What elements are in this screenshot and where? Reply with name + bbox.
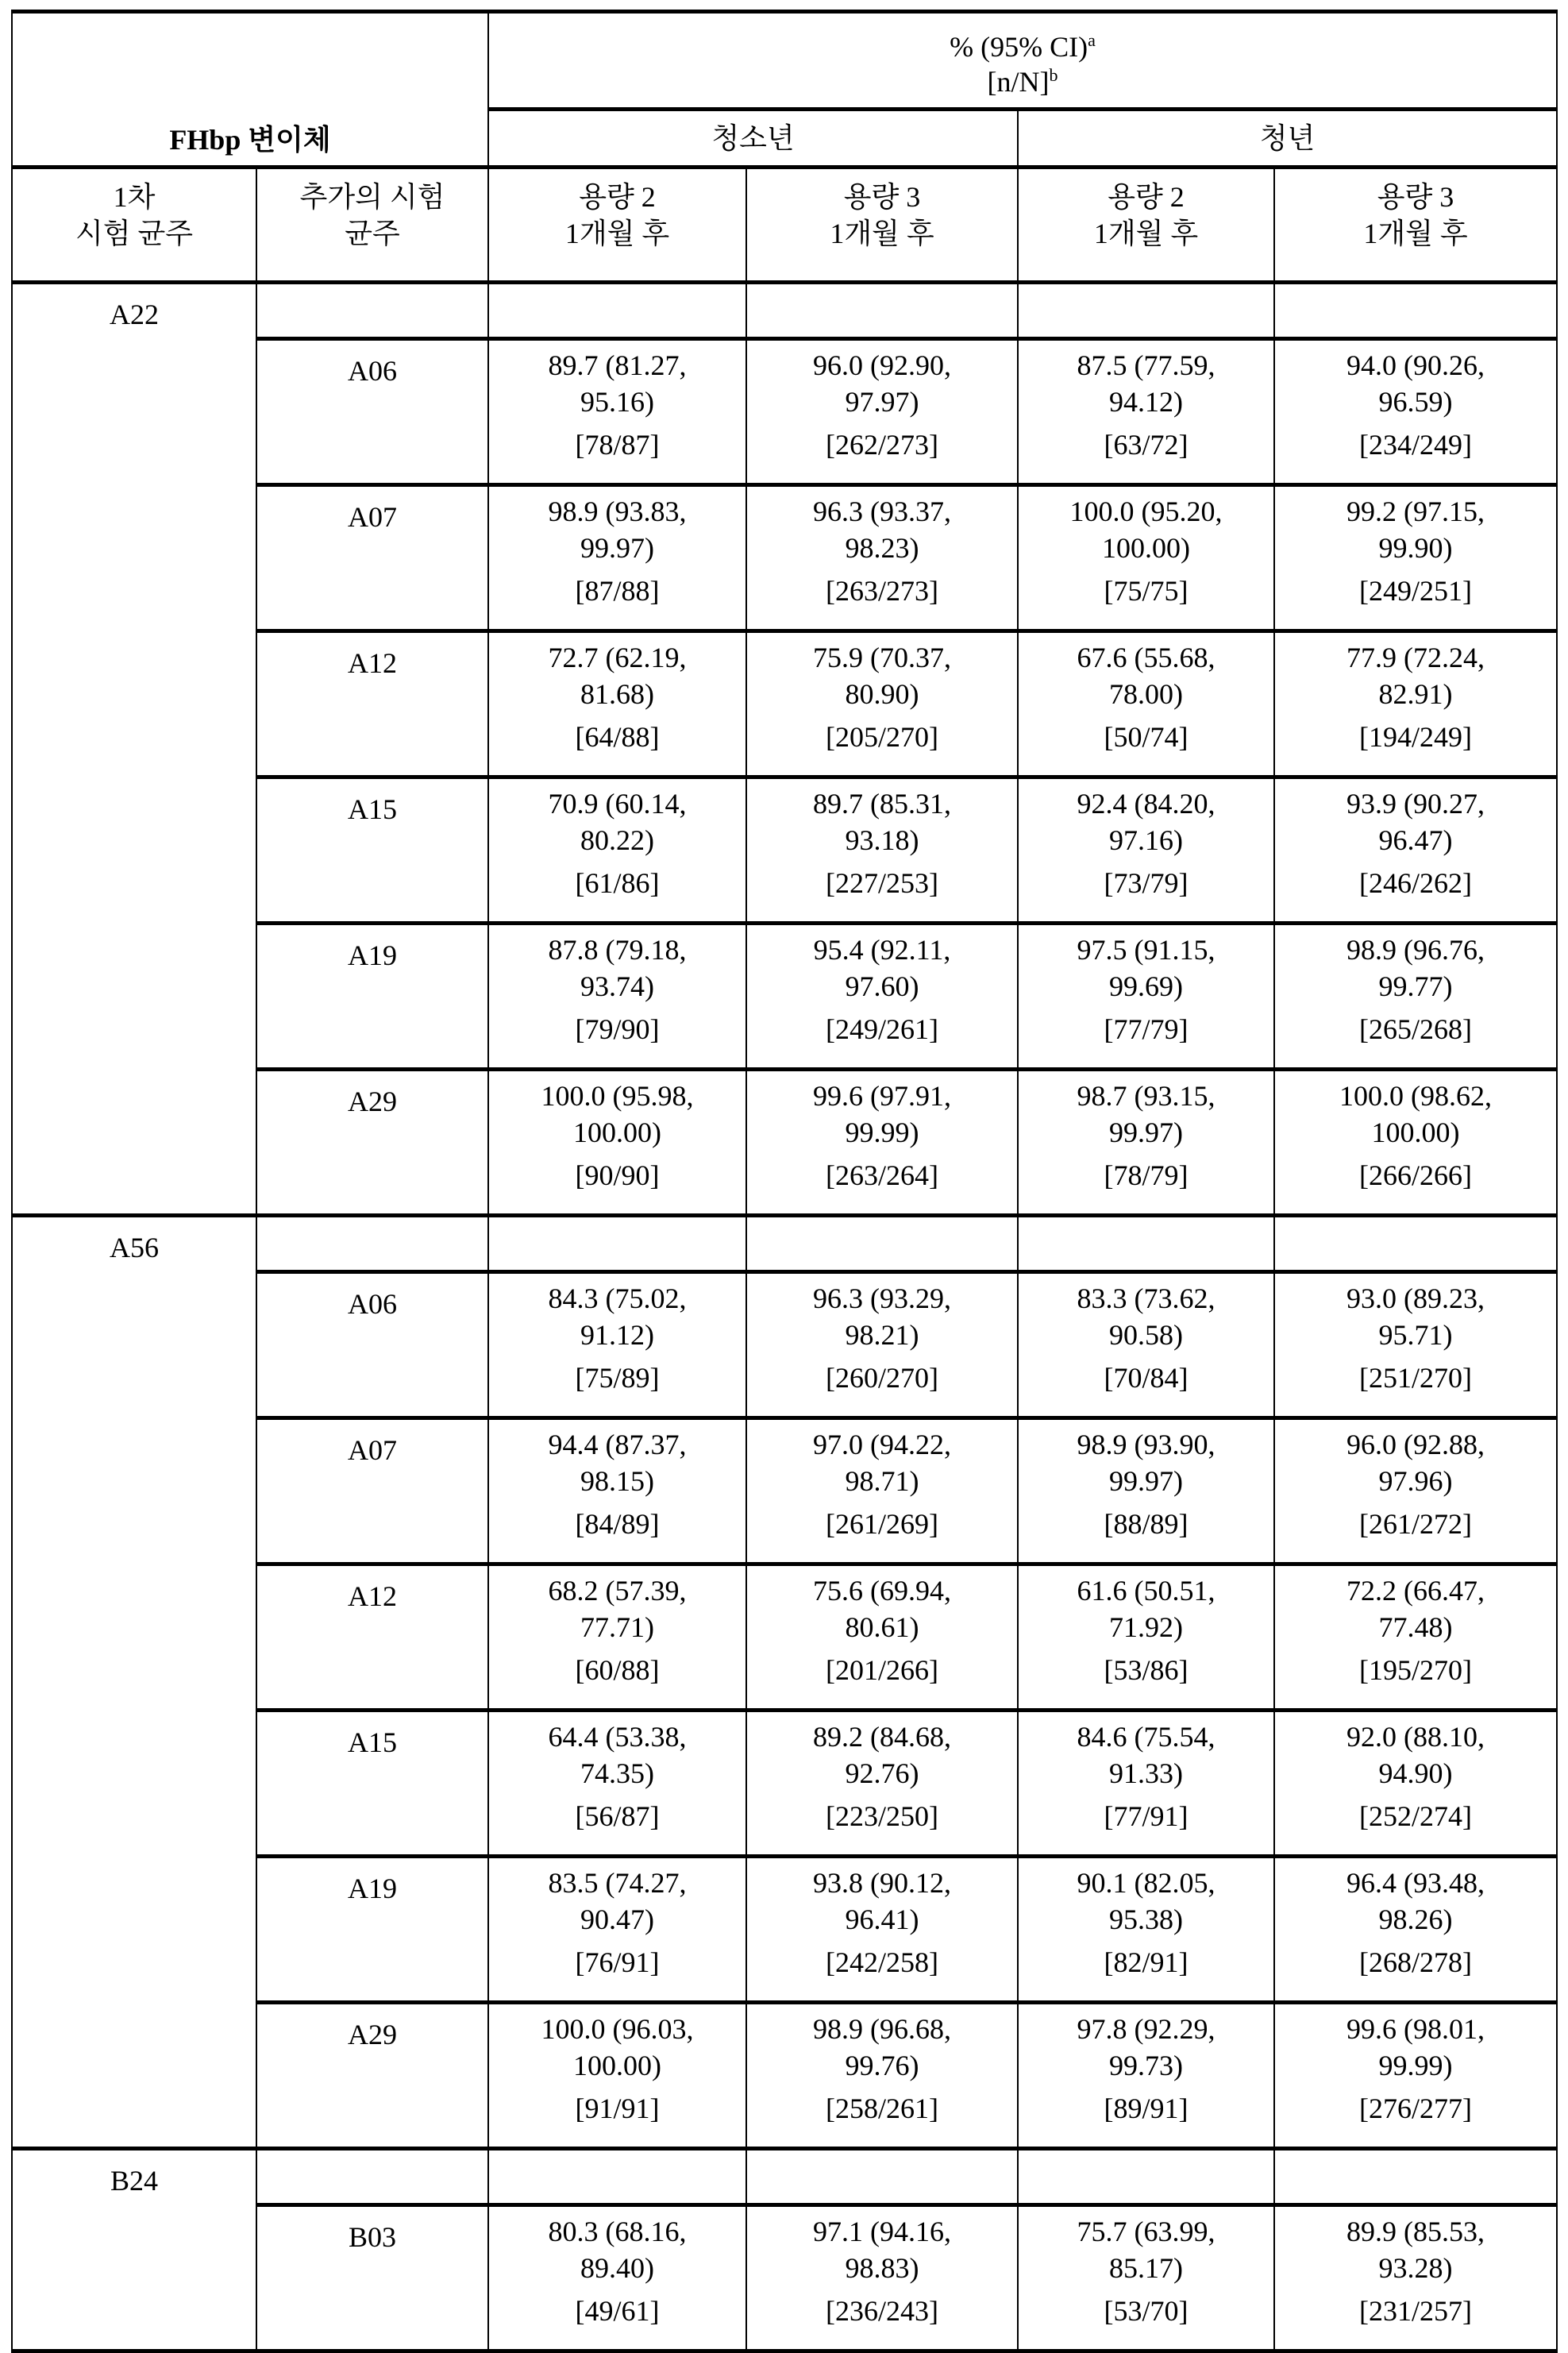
- group-row: [12, 2149, 1557, 2205]
- percent-ci-line1: 99.6 (98.01,: [1346, 2013, 1485, 2045]
- percent-ci-line1: 96.0 (92.88,: [1346, 1429, 1485, 1460]
- percent-ci-line2: 77.71): [580, 1611, 654, 1643]
- primary-strain-label: B24: [110, 2165, 158, 2197]
- value-cell: [1018, 777, 1274, 924]
- n-over-n: [258/261]: [826, 2093, 938, 2124]
- value-cell: [488, 1272, 746, 1418]
- value-cell: [746, 631, 1018, 777]
- percent-ci-line2: 99.90): [1378, 532, 1453, 564]
- value-cell: [1274, 339, 1557, 485]
- percent-ci-line2: 98.71): [845, 1465, 919, 1497]
- n-over-n: [91/91]: [575, 2093, 660, 2124]
- group-header-adolescents: [488, 110, 1018, 168]
- value-cell: [1274, 1857, 1557, 2003]
- empty-cell: [256, 1216, 488, 1272]
- n-over-n: [251/270]: [1359, 1362, 1472, 1394]
- primary-strain-cell: [12, 283, 256, 1216]
- percent-ci-line1: 96.4 (93.48,: [1346, 1867, 1485, 1899]
- empty-cell: [256, 2149, 488, 2205]
- empty-cell: [746, 2149, 1018, 2205]
- percent-ci-line2: 94.90): [1378, 1757, 1453, 1789]
- additional-strain-label: A15: [348, 793, 397, 825]
- percent-ci-line2: 78.00): [1109, 678, 1183, 710]
- additional-strain-label: A12: [348, 1580, 397, 1612]
- additional-strain-cell: [256, 1272, 488, 1418]
- percent-ci-line1: 100.0 (95.98,: [541, 1080, 694, 1112]
- value-cell: [488, 631, 746, 777]
- n-over-n: [194/249]: [1359, 721, 1472, 753]
- additional-strain-cell: [256, 1418, 488, 1564]
- empty-cell: [488, 283, 746, 339]
- percent-ci-line1: 100.0 (95.20,: [1069, 496, 1223, 527]
- percent-ci-line2: 93.74): [580, 970, 654, 1002]
- percent-ci-line2: 96.59): [1378, 386, 1453, 418]
- measure-header-cell: [488, 12, 1557, 110]
- percent-ci-line2: 90.58): [1109, 1319, 1183, 1351]
- dose-header-0: [488, 168, 746, 283]
- percent-ci-line2: 89.40): [580, 2252, 654, 2284]
- value-cell: [488, 1070, 746, 1216]
- percent-ci-line1: 89.7 (81.27,: [548, 349, 687, 381]
- percent-ci-line1: 72.2 (66.47,: [1346, 1575, 1485, 1607]
- n-over-n: [231/257]: [1359, 2295, 1472, 2327]
- header-line: 1차: [113, 181, 156, 213]
- n-over-n: [73/79]: [1104, 867, 1189, 899]
- value-cell: [1018, 1070, 1274, 1216]
- percent-ci-line2: 91.12): [580, 1319, 654, 1351]
- group-row: [12, 1216, 1557, 1272]
- percent-ci-line2: 99.97): [1109, 1117, 1183, 1148]
- n-over-n: [249/251]: [1359, 575, 1472, 607]
- percent-ci-line1: 96.0 (92.90,: [813, 349, 951, 381]
- additional-strain-label: A06: [348, 1288, 397, 1320]
- percent-ci-line2: 97.16): [1109, 824, 1183, 856]
- percent-ci-line1: 87.5 (77.59,: [1077, 349, 1215, 381]
- value-cell: [1018, 924, 1274, 1070]
- value-cell: [746, 485, 1018, 631]
- n-over-n: [227/253]: [826, 867, 938, 899]
- percent-ci-line2: 93.28): [1378, 2252, 1453, 2284]
- percent-ci-line2: 91.33): [1109, 1757, 1183, 1789]
- primary-strain-label: A22: [110, 299, 159, 330]
- percent-ci-line2: 71.92): [1109, 1611, 1183, 1643]
- value-cell: [1018, 1272, 1274, 1418]
- n-over-n: [252/274]: [1359, 1800, 1472, 1832]
- percent-ci-line2: 98.15): [580, 1465, 654, 1497]
- percent-ci-line1: 67.6 (55.68,: [1077, 642, 1215, 673]
- dose-header-3: [1274, 168, 1557, 283]
- percent-ci-line1: 99.6 (97.91,: [813, 1080, 951, 1112]
- percent-ci-line2: 96.41): [845, 1904, 919, 1935]
- percent-ci-line1: 93.9 (90.27,: [1346, 788, 1485, 820]
- percent-ci-line2: 99.77): [1378, 970, 1453, 1002]
- percent-ci-line2: 99.97): [1109, 1465, 1183, 1497]
- n-over-n: [53/70]: [1104, 2295, 1189, 2327]
- additional-strain-label: A19: [348, 1873, 397, 1904]
- value-cell: [1274, 1272, 1557, 1418]
- measure-footnote-marker: a: [1088, 30, 1096, 50]
- n-over-n: [78/87]: [575, 429, 660, 461]
- primary-strain-cell: [12, 2149, 256, 2351]
- percent-ci-line1: 100.0 (98.62,: [1339, 1080, 1493, 1112]
- percent-ci-line1: 72.7 (62.19,: [548, 642, 687, 673]
- percent-ci-line1: 83.3 (73.62,: [1077, 1283, 1215, 1314]
- n-over-n: [79/90]: [575, 1013, 660, 1045]
- empty-cell: [1018, 2149, 1274, 2205]
- additional-strain-cell: [256, 1564, 488, 1711]
- percent-ci-line1: 84.6 (75.54,: [1077, 1721, 1215, 1753]
- n-over-n: [61/86]: [575, 867, 660, 899]
- value-cell: [746, 1272, 1018, 1418]
- percent-ci-line2: 99.73): [1109, 2050, 1183, 2081]
- additional-strain-cell: [256, 339, 488, 485]
- value-cell: [746, 777, 1018, 924]
- percent-ci-line1: 61.6 (50.51,: [1077, 1575, 1215, 1607]
- value-cell: [1274, 631, 1557, 777]
- n-over-n: [234/249]: [1359, 429, 1472, 461]
- percent-ci-line2: 97.97): [845, 386, 919, 418]
- percent-ci-line1: 83.5 (74.27,: [548, 1867, 687, 1899]
- empty-cell: [1018, 1216, 1274, 1272]
- value-cell: [1274, 1564, 1557, 1711]
- primary-strain-label: A56: [110, 1232, 159, 1263]
- value-cell: [1018, 1711, 1274, 1857]
- percent-ci-line1: 98.9 (93.83,: [548, 496, 687, 527]
- percent-ci-line1: 89.2 (84.68,: [813, 1721, 951, 1753]
- n-over-n: [266/266]: [1359, 1159, 1472, 1191]
- value-cell: [488, 2205, 746, 2351]
- percent-ci-line2: 80.90): [845, 678, 919, 710]
- n-over-n: [50/74]: [1104, 721, 1189, 753]
- header-line: 1개월 후: [564, 218, 670, 249]
- percent-ci-line2: 98.83): [845, 2252, 919, 2284]
- value-cell: [488, 485, 746, 631]
- additional-strain-label: A15: [348, 1726, 397, 1758]
- header-line: 용량 3: [843, 181, 921, 213]
- header-line: 1개월 후: [1093, 218, 1199, 249]
- additional-strain-cell: [256, 485, 488, 631]
- percent-ci-line1: 98.9 (96.76,: [1346, 934, 1485, 966]
- value-cell: [746, 1564, 1018, 1711]
- value-cell: [1018, 485, 1274, 631]
- additional-strain-cell: [256, 2205, 488, 2351]
- empty-cell: [1018, 283, 1274, 339]
- percent-ci-line1: 97.5 (91.15,: [1077, 934, 1215, 966]
- value-cell: [1274, 2205, 1557, 2351]
- percent-ci-line2: 95.71): [1378, 1319, 1453, 1351]
- value-cell: [488, 924, 746, 1070]
- group-row: [12, 283, 1557, 339]
- value-cell: [746, 2003, 1018, 2149]
- percent-ci-line2: 99.99): [845, 1117, 919, 1148]
- n-over-n: [249/261]: [826, 1013, 938, 1045]
- n-over-n: [201/266]: [826, 1654, 938, 1686]
- value-cell: [1018, 2003, 1274, 2149]
- n-over-n: [75/75]: [1104, 575, 1189, 607]
- additional-strain-cell: [256, 1070, 488, 1216]
- n-over-n: [76/91]: [575, 1946, 660, 1978]
- additional-strain-header: [256, 168, 488, 283]
- value-cell: [1018, 631, 1274, 777]
- value-cell: [1274, 777, 1557, 924]
- n-over-n: [262/273]: [826, 429, 938, 461]
- value-cell: [1274, 2003, 1557, 2149]
- value-cell: [488, 2003, 746, 2149]
- percent-ci-line1: 96.3 (93.29,: [813, 1283, 951, 1314]
- percent-ci-line2: 90.47): [580, 1904, 654, 1935]
- fhbp-variant-response-table: [11, 10, 1558, 2353]
- n-over-n: [60/88]: [575, 1654, 660, 1686]
- value-cell: [1274, 1070, 1557, 1216]
- percent-ci-line1: 84.3 (75.02,: [548, 1283, 687, 1314]
- n-over-n: [87/88]: [575, 575, 660, 607]
- n-over-n: [63/72]: [1104, 429, 1189, 461]
- n-over-n: [265/268]: [1359, 1013, 1472, 1045]
- n-over-n: [236/243]: [826, 2295, 938, 2327]
- additional-strain-label: B03: [348, 2221, 396, 2253]
- percent-ci-line1: 68.2 (57.39,: [548, 1575, 687, 1607]
- percent-ci-line2: 98.26): [1378, 1904, 1453, 1935]
- additional-strain-label: A07: [348, 1434, 397, 1466]
- header-line: 추가의 시험: [299, 181, 445, 213]
- count-label: [n/N]: [987, 66, 1050, 98]
- header-line: 용량 2: [579, 181, 656, 213]
- n-over-n: [263/273]: [826, 575, 938, 607]
- additional-strain-cell: [256, 924, 488, 1070]
- n-over-n: [242/258]: [826, 1946, 938, 1978]
- empty-cell: [256, 283, 488, 339]
- group-label: 청소년: [711, 122, 795, 154]
- variant-header-label: FHbp 변이체: [169, 124, 331, 156]
- value-cell: [746, 1711, 1018, 1857]
- n-over-n: [49/61]: [575, 2295, 660, 2327]
- value-cell: [1018, 1564, 1274, 1711]
- additional-strain-label: A06: [348, 355, 397, 387]
- n-over-n: [268/278]: [1359, 1946, 1472, 1978]
- percent-ci-line2: 97.60): [845, 970, 919, 1002]
- percent-ci-line2: 95.38): [1109, 1904, 1183, 1935]
- n-over-n: [260/270]: [826, 1362, 938, 1394]
- percent-ci-line1: 90.1 (82.05,: [1077, 1867, 1215, 1899]
- value-cell: [488, 1564, 746, 1711]
- value-cell: [746, 1857, 1018, 2003]
- n-over-n: [89/91]: [1104, 2093, 1189, 2124]
- percent-ci-line1: 97.1 (94.16,: [813, 2216, 951, 2247]
- percent-ci-line1: 77.9 (72.24,: [1346, 642, 1485, 673]
- percent-ci-line2: 80.22): [580, 824, 654, 856]
- empty-cell: [746, 1216, 1018, 1272]
- n-over-n: [77/79]: [1104, 1013, 1189, 1045]
- percent-ci-line1: 98.7 (93.15,: [1077, 1080, 1215, 1112]
- header-line: 1개월 후: [830, 218, 934, 249]
- percent-ci-line1: 100.0 (96.03,: [541, 2013, 694, 2045]
- value-cell: [1274, 485, 1557, 631]
- percent-ci-line2: 99.76): [845, 2050, 919, 2081]
- percent-ci-line2: 98.21): [845, 1319, 919, 1351]
- percent-ci-line1: 99.2 (97.15,: [1346, 496, 1485, 527]
- n-over-n: [64/88]: [575, 721, 660, 753]
- percent-ci-line2: 74.35): [580, 1757, 654, 1789]
- additional-strain-cell: [256, 2003, 488, 2149]
- n-over-n: [223/250]: [826, 1800, 938, 1832]
- primary-strain-header: [12, 168, 256, 283]
- empty-cell: [488, 1216, 746, 1272]
- value-cell: [1018, 1418, 1274, 1564]
- n-over-n: [84/89]: [575, 1508, 660, 1540]
- percent-ci-line1: 75.7 (63.99,: [1077, 2216, 1215, 2247]
- header-line: 용량 2: [1108, 181, 1185, 213]
- additional-strain-cell: [256, 1857, 488, 2003]
- value-cell: [1274, 1418, 1557, 1564]
- percent-ci-line1: 70.9 (60.14,: [548, 788, 687, 820]
- additional-strain-label: A29: [348, 1086, 397, 1117]
- percent-ci-line2: 94.12): [1109, 386, 1183, 418]
- n-over-n: [70/84]: [1104, 1362, 1189, 1394]
- dose-header-1: [746, 168, 1018, 283]
- value-cell: [488, 1857, 746, 2003]
- n-over-n: [195/270]: [1359, 1654, 1472, 1686]
- n-over-n: [56/87]: [575, 1800, 660, 1832]
- percent-ci-line1: 75.9 (70.37,: [813, 642, 951, 673]
- additional-strain-cell: [256, 631, 488, 777]
- value-cell: [746, 924, 1018, 1070]
- percent-ci-line1: 96.3 (93.37,: [813, 496, 951, 527]
- n-over-n: [88/89]: [1104, 1508, 1189, 1540]
- percent-ci-line1: 92.0 (88.10,: [1346, 1721, 1485, 1753]
- header-line: 용량 3: [1377, 181, 1454, 213]
- group-label: 청년: [1259, 122, 1316, 154]
- variant-header-cell: [12, 12, 488, 168]
- percent-ci-line2: 81.68): [580, 678, 654, 710]
- n-over-n: [90/90]: [575, 1159, 660, 1191]
- percent-ci-line1: 95.4 (92.11,: [813, 934, 951, 966]
- value-cell: [1018, 1857, 1274, 2003]
- percent-ci-line1: 93.0 (89.23,: [1346, 1283, 1485, 1314]
- percent-ci-line2: 82.91): [1378, 678, 1453, 710]
- n-over-n: [75/89]: [575, 1362, 660, 1394]
- value-cell: [746, 339, 1018, 485]
- percent-ci-line2: 93.18): [845, 824, 919, 856]
- percent-ci-line1: 89.7 (85.31,: [813, 788, 951, 820]
- percent-ci-line1: 80.3 (68.16,: [548, 2216, 687, 2247]
- additional-strain-cell: [256, 777, 488, 924]
- percent-ci-line2: 100.00): [1371, 1117, 1460, 1148]
- additional-strain-label: A29: [348, 2019, 397, 2050]
- n-over-n: [77/91]: [1104, 1800, 1189, 1832]
- n-over-n: [82/91]: [1104, 1946, 1189, 1978]
- empty-cell: [488, 2149, 746, 2205]
- value-cell: [488, 1711, 746, 1857]
- value-cell: [1018, 339, 1274, 485]
- percent-ci-line1: 94.0 (90.26,: [1346, 349, 1485, 381]
- value-cell: [746, 1070, 1018, 1216]
- n-over-n: [261/269]: [826, 1508, 938, 1540]
- n-over-n: [53/86]: [1104, 1654, 1189, 1686]
- percent-ci-line1: 93.8 (90.12,: [813, 1867, 951, 1899]
- value-cell: [1274, 924, 1557, 1070]
- value-cell: [746, 2205, 1018, 2351]
- percent-ci-line2: 98.23): [845, 532, 919, 564]
- n-over-n: [78/79]: [1104, 1159, 1189, 1191]
- empty-cell: [1274, 1216, 1557, 1272]
- header-line: 균주: [345, 218, 400, 249]
- value-cell: [1274, 1711, 1557, 1857]
- percent-ci-line1: 92.4 (84.20,: [1077, 788, 1215, 820]
- percent-ci-line2: 97.96): [1378, 1465, 1453, 1497]
- percent-ci-line2: 100.00): [1102, 532, 1190, 564]
- percent-ci-line1: 64.4 (53.38,: [548, 1721, 687, 1753]
- percent-ci-line2: 99.97): [580, 532, 654, 564]
- empty-cell: [1274, 2149, 1557, 2205]
- count-footnote-marker: b: [1049, 65, 1058, 85]
- primary-strain-cell: [12, 1216, 256, 2149]
- header-line: 시험 균주: [75, 218, 194, 249]
- value-cell: [1018, 2205, 1274, 2351]
- percent-ci-line1: 97.0 (94.22,: [813, 1429, 951, 1460]
- percent-ci-line2: 100.00): [573, 1117, 661, 1148]
- percent-ci-line1: 94.4 (87.37,: [548, 1429, 687, 1460]
- percent-ci-line1: 75.6 (69.94,: [813, 1575, 951, 1607]
- measure-label: % (95% CI): [950, 31, 1088, 63]
- dose-header-2: [1018, 168, 1274, 283]
- percent-ci-line1: 98.9 (96.68,: [813, 2013, 951, 2045]
- n-over-n: [261/272]: [1359, 1508, 1472, 1540]
- value-cell: [488, 777, 746, 924]
- percent-ci-line1: 87.8 (79.18,: [548, 934, 687, 966]
- percent-ci-line1: 89.9 (85.53,: [1346, 2216, 1485, 2247]
- value-cell: [746, 1418, 1018, 1564]
- additional-strain-label: A12: [348, 647, 397, 679]
- percent-ci-line1: 97.8 (92.29,: [1077, 2013, 1215, 2045]
- additional-strain-cell: [256, 1711, 488, 1857]
- n-over-n: [263/264]: [826, 1159, 938, 1191]
- percent-ci-line2: 80.61): [845, 1611, 919, 1643]
- percent-ci-line1: 98.9 (93.90,: [1077, 1429, 1215, 1460]
- additional-strain-label: A19: [348, 939, 397, 971]
- additional-strain-label: A07: [348, 501, 397, 533]
- percent-ci-line2: 77.48): [1378, 1611, 1453, 1643]
- n-over-n: [246/262]: [1359, 867, 1472, 899]
- group-header-young-adults: [1018, 110, 1557, 168]
- percent-ci-line2: 100.00): [573, 2050, 661, 2081]
- percent-ci-line2: 96.47): [1378, 824, 1453, 856]
- percent-ci-line2: 92.76): [845, 1757, 919, 1789]
- value-cell: [488, 339, 746, 485]
- header-line: 1개월 후: [1363, 218, 1468, 249]
- percent-ci-line2: 85.17): [1109, 2252, 1183, 2284]
- n-over-n: [276/277]: [1359, 2093, 1472, 2124]
- percent-ci-line2: 99.69): [1109, 970, 1183, 1002]
- n-over-n: [205/270]: [826, 721, 938, 753]
- empty-cell: [746, 283, 1018, 339]
- value-cell: [488, 1418, 746, 1564]
- percent-ci-line2: 95.16): [580, 386, 654, 418]
- percent-ci-line2: 99.99): [1378, 2050, 1453, 2081]
- empty-cell: [1274, 283, 1557, 339]
